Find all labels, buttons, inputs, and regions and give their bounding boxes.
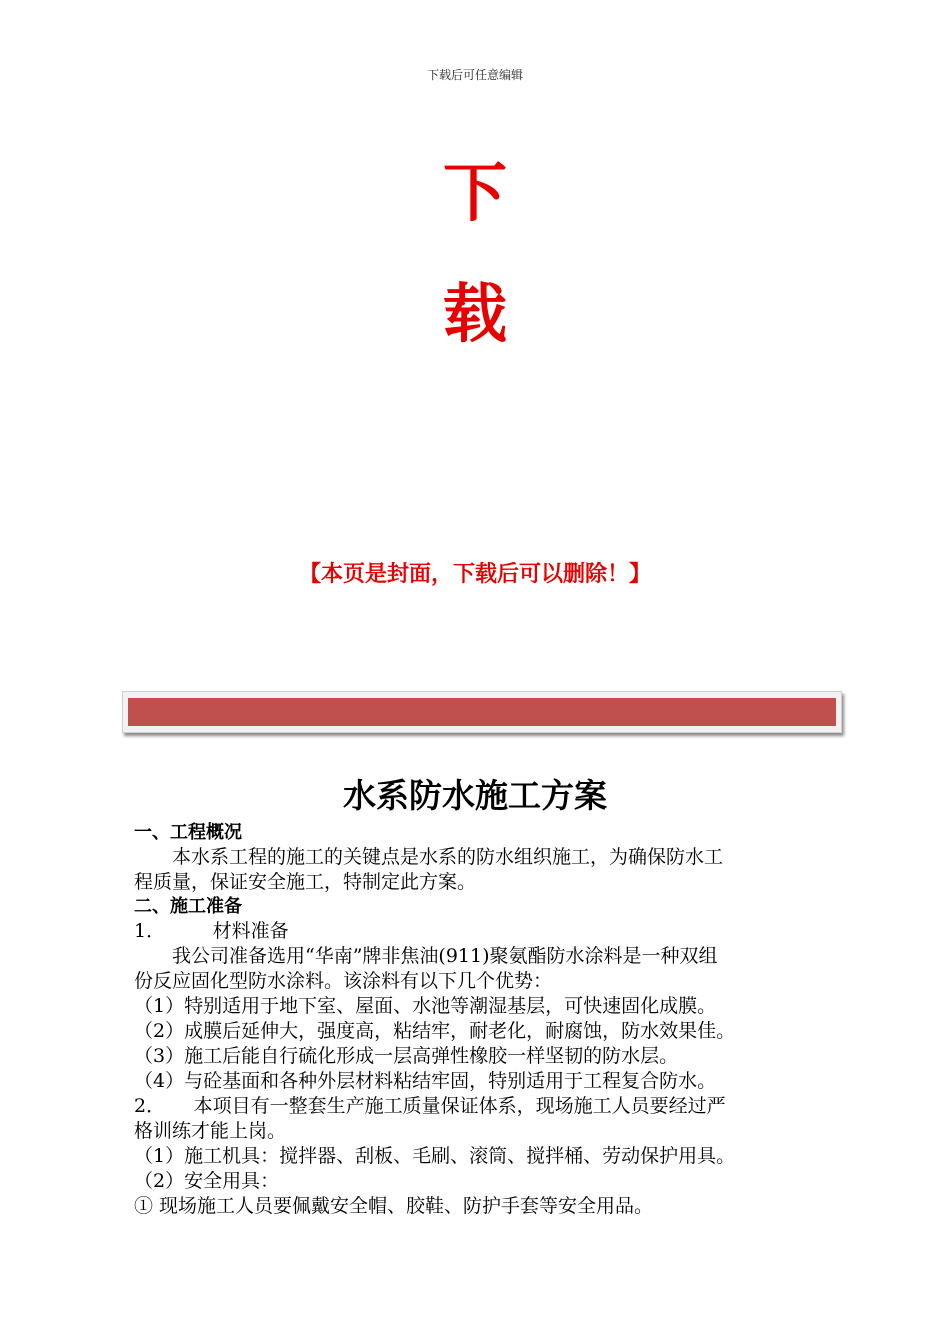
section-heading-preparation: 二、施工准备 <box>134 896 242 917</box>
paragraph-line: 程质量，保证安全施工，特制定此方案。 <box>134 871 477 893</box>
list-item: （2）安全用具： <box>134 1170 280 1192</box>
cover-char-2: 载 <box>443 278 507 352</box>
paragraph-line: 本水系工程的施工的关键点是水系的防水组织施工，为确保防水工 <box>134 846 724 868</box>
decorative-banner <box>122 691 842 733</box>
cover-char-1: 下 <box>443 157 507 231</box>
list-item: 1． 材料准备 <box>134 920 289 942</box>
section-heading-overview: 一、工程概况 <box>134 822 242 843</box>
list-item: ① 现场施工人员要佩戴安全帽、胶鞋、防护手套等安全用品。 <box>134 1195 654 1217</box>
list-item: （3）施工后能自行硫化形成一层高弹性橡胶一样坚韧的防水层。 <box>134 1045 679 1067</box>
paragraph-line: 份反应固化型防水涂料。该涂料有以下几个优势： <box>134 970 553 992</box>
paragraph-line: 格训练才能上岗。 <box>134 1120 287 1142</box>
header-note: 下载后可任意编辑 <box>426 68 523 82</box>
paragraph-line: 我公司准备选用“华南”牌非焦油(911)聚氨酯防水涂料是一种双组 <box>134 945 718 967</box>
list-item: 2． 本项目有一整套生产施工质量保证体系，现场施工人员要经过严 <box>134 1095 726 1117</box>
cover-notice: 【本页是封面，下载后可以删除！】 <box>298 562 651 587</box>
list-item: （1）特别适用于地下室、屋面、水池等潮湿基层，可快速固化成膜。 <box>134 995 717 1017</box>
list-item: （4）与砼基面和各种外层材料粘结牢固，特别适用于工程复合防水。 <box>134 1070 717 1092</box>
document-title: 水系防水施工方案 <box>343 776 607 815</box>
decorative-banner-bar <box>128 698 836 726</box>
list-item: （1）施工机具：搅拌器、刮板、毛刷、滚筒、搅拌桶、劳动保护用具。 <box>134 1145 736 1167</box>
list-item: （2）成膜后延伸大，强度高，粘结牢，耐老化，耐腐蚀，防水效果佳。 <box>134 1020 736 1042</box>
